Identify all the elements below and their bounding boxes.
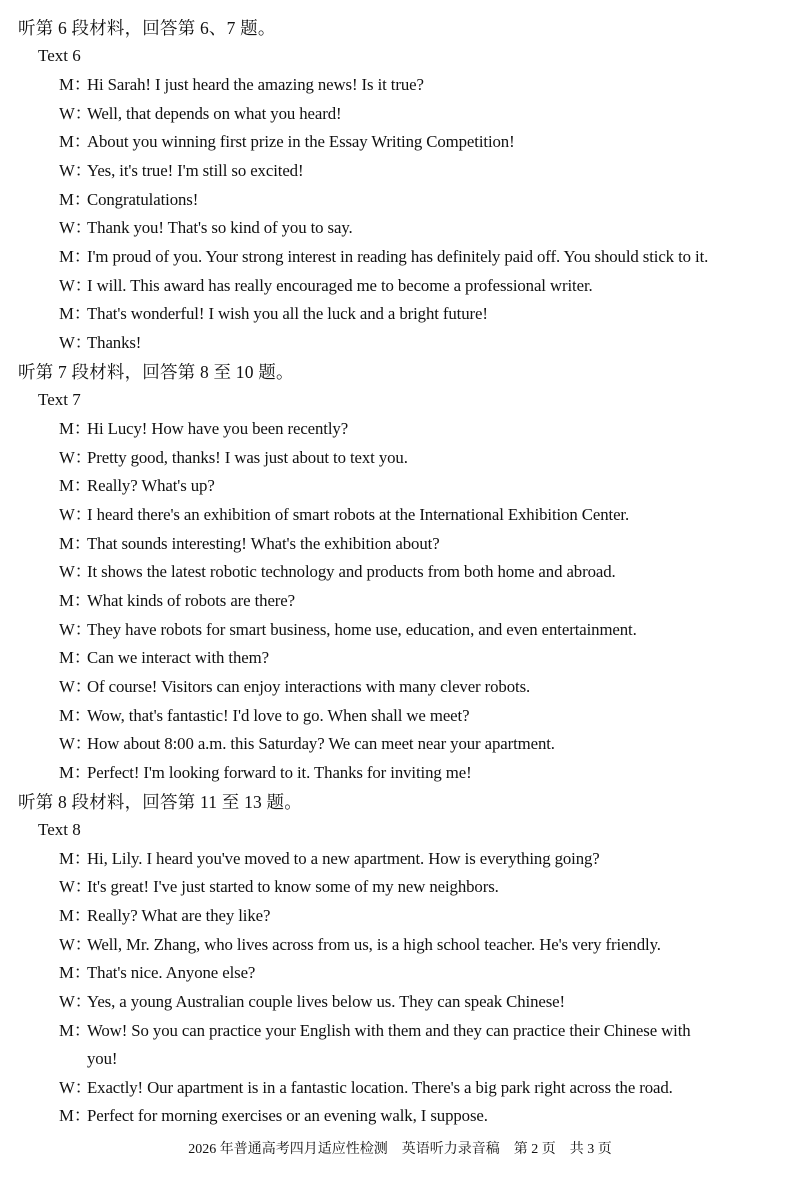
dialogue-line xyxy=(59,217,789,239)
line-text: Pretty good, thanks! I was just about to text you. xyxy=(87,448,408,467)
line-text: Well, Mr. Zhang, who lives across from us, is a high school teacher. He's very friendly. xyxy=(87,935,661,954)
section-6-heading: 听第 6 段材料，回答第 6、7 题。 xyxy=(18,18,276,38)
dialogue-line xyxy=(59,647,789,669)
speaker-label: M： xyxy=(59,849,91,868)
line-continuation: you! xyxy=(87,1049,118,1068)
line-text: Of course! Visitors can enjoy interactions with many clever robots. xyxy=(87,677,531,696)
speaker-label: M： xyxy=(59,1021,91,1040)
dialogue-line xyxy=(59,504,789,526)
line-text: How about 8:00 a.m. this Saturday? We can meet near your apartment. xyxy=(87,734,555,753)
line-text: Yes, it's true! I'm still so excited! xyxy=(87,161,304,180)
line-text: That sounds interesting! What's the exhibition about? xyxy=(87,534,440,553)
dialogue-line xyxy=(59,418,789,440)
line-text: Hi, Lily. I heard you've moved to a new apartment. How is everything going? xyxy=(87,849,600,868)
line-text: Thank you! That's so kind of you to say. xyxy=(87,218,353,237)
dialogue-line xyxy=(59,876,789,898)
dialogue-line xyxy=(59,189,789,211)
dialogue-line xyxy=(59,332,789,354)
speaker-label: M： xyxy=(59,706,91,725)
line-text: Can we interact with them? xyxy=(87,648,269,667)
dialogue-line xyxy=(59,848,789,870)
line-text: Thanks! xyxy=(87,333,142,352)
speaker-label: M： xyxy=(59,132,91,151)
dialogue-line xyxy=(59,762,789,784)
line-text: Really? What's up? xyxy=(87,476,215,495)
speaker-label: W： xyxy=(59,505,92,524)
dialogue-line xyxy=(59,590,789,612)
dialogue-line xyxy=(59,905,789,927)
dialogue-line xyxy=(59,1077,789,1099)
dialogue-line xyxy=(59,676,789,698)
dialogue-line xyxy=(59,303,789,325)
dialogue-line xyxy=(59,475,789,497)
line-text: I will. This award has really encouraged me to become a professional writer. xyxy=(87,276,593,295)
line-text: Perfect! I'm looking forward to it. Thanks for inviting me! xyxy=(87,763,472,782)
dialogue-line xyxy=(59,1105,789,1127)
line-text: Hi Lucy! How have you been recently? xyxy=(87,419,349,438)
speaker-label: M： xyxy=(59,419,91,438)
speaker-label: M： xyxy=(59,763,91,782)
line-text: That's wonderful! I wish you all the luck and a bright future! xyxy=(87,304,488,323)
speaker-label: M： xyxy=(59,648,91,667)
dialogue-line xyxy=(59,619,789,641)
dialogue-line xyxy=(59,447,789,469)
line-text: Well, that depends on what you heard! xyxy=(87,104,342,123)
page-footer: 2026 年普通高考四月适应性检测 英语听力录音稿 第 2 页 共 3 页 xyxy=(188,1142,612,1157)
speaker-label: M： xyxy=(59,963,91,982)
dialogue-line xyxy=(59,131,789,153)
dialogue-line xyxy=(59,275,789,297)
speaker-label: M： xyxy=(59,476,91,495)
speaker-label: W： xyxy=(59,104,92,123)
line-text: Perfect for morning exercises or an evening walk, I suppose. xyxy=(87,1106,488,1125)
speaker-label: W： xyxy=(59,276,92,295)
line-text: It shows the latest robotic technology and products from both home and abroad. xyxy=(87,562,616,581)
speaker-label: M： xyxy=(59,75,91,94)
line-text: Congratulations! xyxy=(87,190,199,209)
line-text: Yes, a young Australian couple lives below us. They can speak Chinese! xyxy=(87,992,566,1011)
dialogue-line xyxy=(59,103,789,125)
line-text: Really? What are they like? xyxy=(87,906,271,925)
line-text: That's nice. Anyone else? xyxy=(87,963,256,982)
line-text: Wow, that's fantastic! I'd love to go. When shall we meet? xyxy=(87,706,470,725)
speaker-label: M： xyxy=(59,906,91,925)
dialogue-line xyxy=(59,74,789,96)
dialogue-line xyxy=(59,561,789,583)
line-text: It's great! I've just started to know some of my new neighbors. xyxy=(87,877,499,896)
speaker-label: W： xyxy=(59,877,92,896)
speaker-label: W： xyxy=(59,935,92,954)
speaker-label: W： xyxy=(59,992,92,1011)
dialogue-line xyxy=(59,934,789,956)
text-8-label: Text 8 xyxy=(38,820,81,839)
speaker-label: W： xyxy=(59,333,92,352)
speaker-label: W： xyxy=(59,448,92,467)
section-8-heading: 听第 8 段材料，回答第 11 至 13 题。 xyxy=(18,792,302,812)
speaker-label: W： xyxy=(59,562,92,581)
line-text: I heard there's an exhibition of smart robots at the International Exhibition Center. xyxy=(87,505,630,524)
speaker-label: W： xyxy=(59,161,92,180)
line-text: Wow! So you can practice your English with them and they can practice their Chinese with xyxy=(87,1021,691,1040)
line-text: I'm proud of you. Your strong interest in reading has definitely paid off. You should stick to it. xyxy=(87,247,709,266)
line-text: Exactly! Our apartment is in a fantastic location. There's a big park right across the road. xyxy=(87,1078,673,1097)
speaker-label: W： xyxy=(59,1078,92,1097)
line-text: What kinds of robots are there? xyxy=(87,591,295,610)
speaker-label: M： xyxy=(59,591,91,610)
speaker-label: M： xyxy=(59,304,91,323)
line-text: They have robots for smart business, home use, education, and even entertainment. xyxy=(87,620,637,639)
section-7-heading: 听第 7 段材料，回答第 8 至 10 题。 xyxy=(18,362,294,382)
speaker-label: M： xyxy=(59,190,91,209)
dialogue-line xyxy=(59,962,789,984)
dialogue-line xyxy=(59,991,789,1013)
speaker-label: M： xyxy=(59,247,91,266)
text-6-label: Text 6 xyxy=(38,46,81,65)
dialogue-line xyxy=(59,733,789,755)
speaker-label: M： xyxy=(59,1106,91,1125)
speaker-label: M： xyxy=(59,534,91,553)
speaker-label: W： xyxy=(59,734,92,753)
line-text: About you winning first prize in the Essay Writing Competition! xyxy=(87,132,515,151)
dialogue-line xyxy=(59,705,789,727)
line-text: Hi Sarah! I just heard the amazing news! Is it true? xyxy=(87,75,424,94)
dialogue-line xyxy=(59,246,789,268)
text-7-label: Text 7 xyxy=(38,390,81,409)
dialogue-line xyxy=(59,533,789,555)
speaker-label: W： xyxy=(59,677,92,696)
speaker-label: W： xyxy=(59,218,92,237)
dialogue-line xyxy=(59,160,789,182)
dialogue-line xyxy=(59,1020,789,1068)
speaker-label: W： xyxy=(59,620,92,639)
